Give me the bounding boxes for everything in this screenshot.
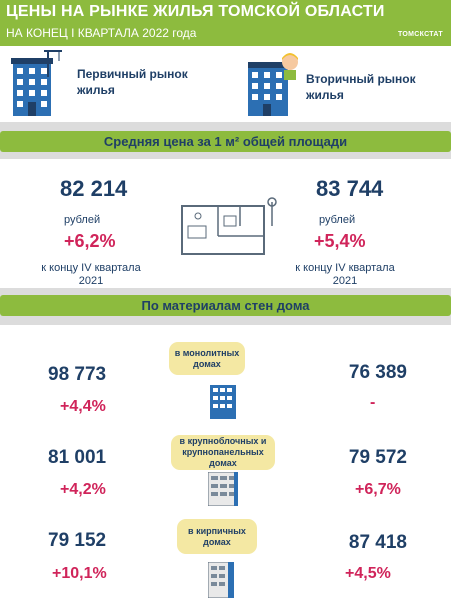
secondary-avg-price: 83 744 — [316, 176, 384, 201]
materials-title: По материалам стен дома — [141, 298, 310, 313]
primary-ref: к концу IV квартала 2021 — [41, 262, 141, 287]
secondary-market-label: Вторичный рынок жилья — [306, 72, 416, 102]
primary-unit: рублей — [64, 214, 101, 226]
primary-avg-price: 82 214 — [60, 176, 128, 201]
secondary-brick-change: +4,5% — [345, 565, 391, 582]
secondary-change: +5,4% — [314, 231, 366, 251]
primary-monolithic-change: +4,4% — [60, 398, 106, 415]
primary-panel-price: 81 001 — [48, 447, 107, 468]
primary-monolithic-price: 98 773 — [48, 364, 107, 385]
panel-house-icon — [208, 472, 238, 511]
secondary-monolithic-price: 76 389 — [348, 362, 407, 383]
primary-change: +6,2% — [64, 231, 116, 251]
person-in-window-icon — [278, 50, 302, 85]
secondary-unit: рублей — [319, 214, 356, 226]
rosstat-logo: ТОМСКСТАТ — [397, 31, 443, 38]
avg-price-title: Средняя цена за 1 м² общей площади — [103, 134, 348, 149]
construction-crane-icon — [44, 47, 62, 82]
page-title: ЦЕНЫ НА РЫНКЕ ЖИЛЬЯ ТОМСКОЙ ОБЛАСТИ — [6, 3, 385, 20]
secondary-brick-price: 87 418 — [348, 532, 407, 553]
primary-market-label: Первичный рынок жилья — [77, 67, 188, 97]
brick-house-icon — [208, 562, 234, 603]
page-subtitle: НА КОНЕЦ I КВАРТАЛА 2022 года — [6, 26, 197, 40]
material-label-panel: в крупноблочных и крупнопанельных домах — [171, 435, 275, 470]
secondary-panel-change: +6,7% — [355, 481, 401, 498]
primary-brick-change: +10,1% — [52, 565, 107, 582]
secondary-monolithic-change: - — [370, 394, 376, 411]
material-label-monolithic: в монолитных домах — [169, 342, 245, 375]
primary-brick-price: 79 152 — [48, 530, 107, 551]
monolithic-house-icon — [210, 385, 236, 424]
apartment-plan-icon — [178, 196, 278, 263]
secondary-ref: к концу IV квартала 2021 — [295, 262, 395, 287]
secondary-panel-price: 79 572 — [348, 447, 407, 468]
primary-panel-change: +4,2% — [60, 481, 106, 498]
material-label-brick: в кирпичных домах — [177, 519, 257, 554]
